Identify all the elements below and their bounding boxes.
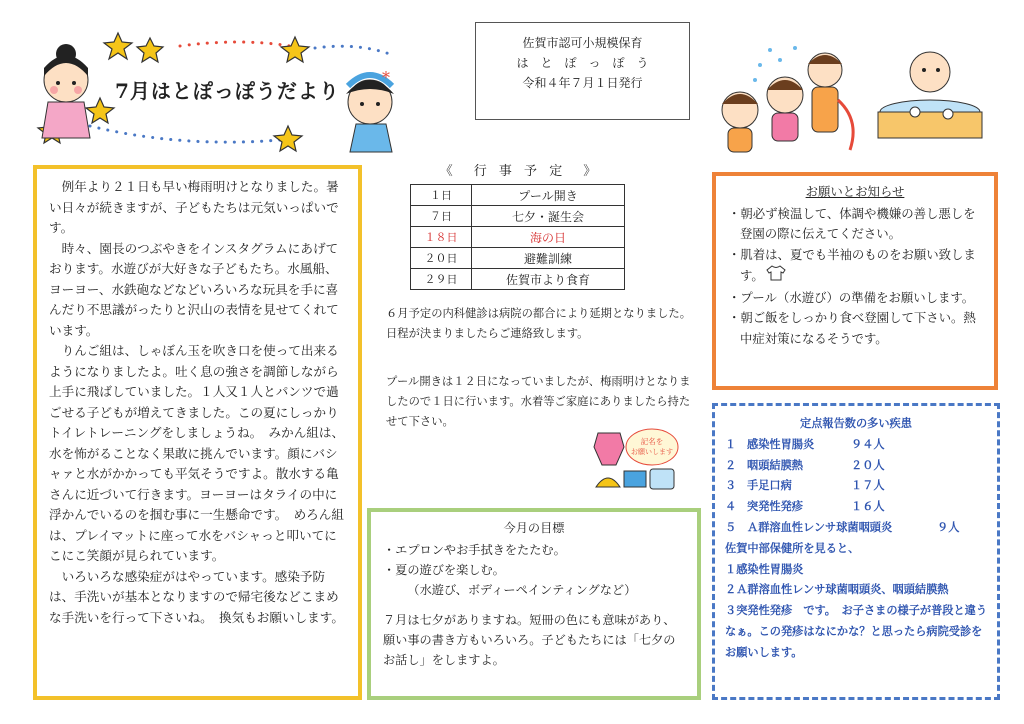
goal-text: ７月は七夕がありますね。短冊の色にも意味があり、願い事の書き方もいろいろ。子どもたちには「七夕のお話し」をしますよ。 bbox=[383, 613, 676, 667]
goal-item: ・夏の遊びを楽しむ。 bbox=[383, 563, 505, 577]
goal-item: ・エプロンやお手拭きをたたむ。 bbox=[383, 543, 566, 557]
schedule-event: 佐賀市より食育 bbox=[472, 269, 625, 290]
publisher-date: 令和４年７月１日発行 bbox=[522, 76, 643, 90]
baby-in-tub-icon bbox=[878, 52, 982, 138]
star-icon bbox=[86, 98, 114, 123]
schedule-date: ７日 bbox=[411, 206, 472, 227]
notice-item-text: ・肌着は、夏でも半袖のものをお願い致します。 bbox=[728, 246, 976, 283]
swim-cap-icon bbox=[596, 478, 620, 487]
notice-box bbox=[712, 172, 998, 390]
notice-item: ・プール（水遊び）の準備をお願いします。 bbox=[728, 289, 975, 305]
notice-item: ・朝必ず検温して、体調や機嫌の善し悪しを登園の際に伝えてください。 bbox=[728, 205, 976, 241]
goal-title: 今月の目標 bbox=[503, 521, 565, 535]
disease-comment: １感染性胃腸炎 bbox=[725, 562, 804, 576]
schedule-event: 避難訓練 bbox=[472, 248, 625, 269]
publisher-box bbox=[475, 22, 690, 120]
schedule-date: １８日 bbox=[411, 227, 472, 248]
table-row bbox=[411, 185, 625, 206]
svg-text:*: * bbox=[382, 68, 390, 87]
towel-icon bbox=[650, 469, 674, 489]
child-icon bbox=[722, 92, 758, 152]
undershirt-icon bbox=[778, 265, 786, 288]
schedule-date: １日 bbox=[411, 185, 472, 206]
publisher-org: 佐賀市認可小規模保育 bbox=[522, 36, 643, 50]
table-row bbox=[411, 206, 625, 227]
schedule-table bbox=[410, 184, 625, 290]
child-icon bbox=[767, 77, 803, 141]
page-title: 7月はとぽっぽうだより bbox=[115, 79, 340, 103]
disease-row: ５ Ａ群溶血性レンサ球菌咽頭炎 ９人 bbox=[725, 520, 960, 534]
disease-row: ３ 手足口病 １７人 bbox=[725, 479, 885, 493]
notice-item: ・朝ご飯をしっかり食べ登園して下さい。熱中症対策になるそうです。 bbox=[728, 310, 976, 346]
publisher-name: は と ぽ っ ぽ う bbox=[516, 56, 649, 70]
article-paragraph: いろいろな感染症がはやっています。感染予防は、手洗いが基本となりますので帰宅後などこまめな手洗いを行って下さいね。 換気もお願いします。 bbox=[49, 568, 344, 625]
schedule-event: プール開き bbox=[472, 185, 625, 206]
table-row bbox=[411, 248, 625, 269]
hikoboshi-character-icon bbox=[346, 68, 394, 152]
disease-row: ２ 咽頭結膜熱 ２０人 bbox=[725, 458, 885, 472]
disease-title: 定点報告数の多い疾患 bbox=[800, 417, 912, 430]
table-row bbox=[411, 269, 625, 290]
star-icon bbox=[104, 33, 132, 59]
swim-trunks-icon bbox=[624, 471, 646, 487]
disease-row: １ 感染性胃腸炎 ９４人 bbox=[725, 437, 885, 451]
table-row bbox=[411, 227, 625, 248]
schedule-title: 《 行 事 予 定 》 bbox=[439, 164, 601, 179]
child-with-hose-icon bbox=[808, 53, 853, 150]
name-label-illustration bbox=[590, 425, 680, 495]
water-drops-icon bbox=[753, 46, 797, 82]
star-icon bbox=[137, 38, 163, 62]
schedule-date: ２９日 bbox=[411, 269, 472, 290]
svg-text:お願いします: お願いします bbox=[631, 448, 673, 456]
article-paragraph: りんご組は、しゃぼん玉を吹き口を使って出来るようになりましたよ。吐く息の強さを調節しながら上手に飛ばしていました。１人又１人とパンツで過ごせる子どもが増えてきました。この夏にしっかりトイレトレーニングをしましょうね。 みかん組は、水を怖がることなく果敢に挑んでいます。顔にバシャァと水がかかっても平気そうですよ。散水する亀さんに近づいて行きます。ヨーヨーはタライの中に浮かんでいるのを掴む事に一生懸命です。 めろん組は、プレイマットに座って水をバシャっと叩いてにこにこ笑顔が見られています。 bbox=[49, 343, 345, 563]
notice-title: お願いとお知らせ bbox=[805, 184, 905, 199]
pool-note: プール開きは１２日になっていましたが、梅雨明けとなりましたので１日に行います。水着等ご家庭にありましたら持たせて下さい。 bbox=[386, 375, 691, 428]
article-paragraph: 時々、園長のつぶやきをインスタグラムにあげております。水遊びが大好きな子どもたち。水風船、ヨーヨー、水鉄砲などなどいろいろな玩具を手に喜んだり不思議がったりと沢山の表情を見せてくれています。 bbox=[49, 240, 339, 338]
star-icon bbox=[274, 126, 302, 151]
schedule-event: 海の日 bbox=[472, 227, 625, 248]
goal-sub: （水遊び、ボディーペインティングなど） bbox=[407, 583, 637, 597]
schedule-event: 七夕・誕生会 bbox=[472, 206, 625, 227]
memo-bubble-text: 記名を bbox=[640, 437, 664, 446]
schedule-date: ２０日 bbox=[411, 248, 472, 269]
orihime-character-icon bbox=[42, 44, 90, 138]
checkup-note: ６月予定の内科健診は病院の都合により延期となりました。日程が決まりましたらご連絡致します。 bbox=[386, 307, 692, 340]
disease-comment: 佐賀中部保健所を見ると、 bbox=[725, 541, 860, 555]
disease-report-box bbox=[712, 403, 1000, 700]
disease-comment: ２Ａ群溶血性レンサ球菌咽頭炎、咽頭結膜熱 bbox=[725, 583, 949, 597]
notice-item bbox=[728, 245, 982, 288]
kids-water-play-illustration bbox=[700, 40, 990, 160]
star-icon bbox=[281, 37, 309, 62]
article-paragraph: 例年より２１日も早い梅雨明けとなりました。暑い日々が続きますが、子どもたちは元気いっぱいです。 bbox=[49, 179, 339, 235]
swimsuit-icon bbox=[594, 433, 624, 465]
news-article-box bbox=[33, 165, 362, 700]
disease-comment: ３突発性発疹 です。 お子さまの様子が普段と違うなぁ。この発疹はなにかな？と思ったら病院受診をお願いします。 bbox=[725, 604, 988, 659]
monthly-goal-box bbox=[367, 508, 701, 700]
disease-row: ４ 突発性発疹 １６人 bbox=[725, 500, 885, 514]
